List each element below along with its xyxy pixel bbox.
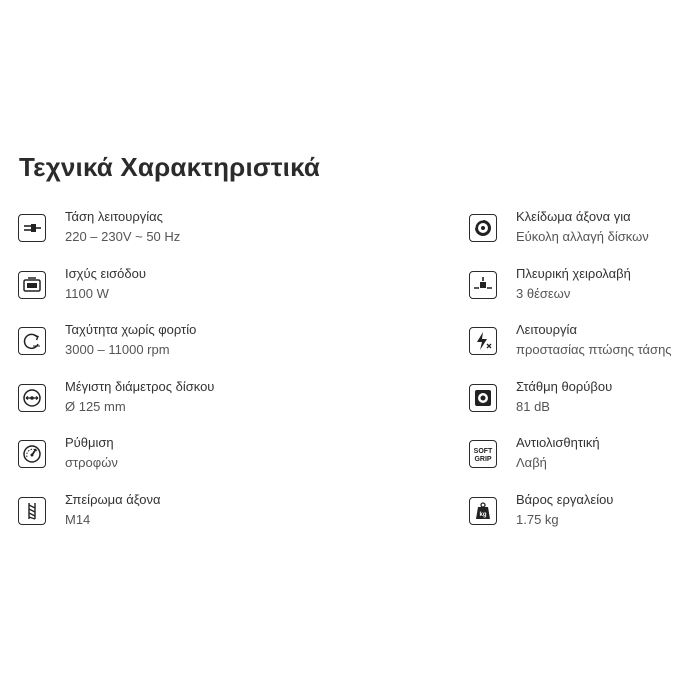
spec-item-spindle-thread xyxy=(18,491,418,548)
spec-item-noise-level xyxy=(469,378,700,435)
speed-dial-icon xyxy=(18,440,46,468)
spec-value: Λαβή xyxy=(516,455,547,470)
spec-label: Ταχύτητα χωρίς φορτίο xyxy=(65,322,197,337)
spec-value: M14 xyxy=(65,511,91,527)
spec-value: 1.75 kg xyxy=(516,511,559,527)
spec-value: 1100 W xyxy=(65,285,109,301)
spec-value: Ø 125 mm xyxy=(65,398,126,414)
noise-level-icon xyxy=(469,384,497,412)
spec-item-soft-grip xyxy=(469,434,700,491)
rpm-icon xyxy=(18,327,46,355)
spec-item-voltage-protection xyxy=(469,321,700,378)
soft-grip-badge-line-1: SOFT xyxy=(473,448,493,455)
spec-label: Σπείρωμα άξονα xyxy=(65,491,161,507)
motor-power-icon xyxy=(18,271,46,299)
spec-label: Ισχύς εισόδου xyxy=(65,265,146,281)
spec-value: στροφών xyxy=(65,455,118,470)
spec-item-speed-control xyxy=(18,434,418,491)
spec-label: Τάση λειτουργίας xyxy=(65,209,163,224)
spindle-thread-icon xyxy=(18,497,46,525)
spec-item-power xyxy=(18,265,418,322)
spec-label: Μέγιστη διάμετρος δίσκου xyxy=(65,378,215,394)
spec-value: Εύκολη αλλαγή δίσκων xyxy=(516,229,649,244)
spec-label: Κλείδωμα άξονα για xyxy=(516,209,631,224)
soft-grip-badge-line-2: GRIP xyxy=(474,456,492,463)
spec-item-spindle-lock xyxy=(469,208,700,265)
spec-item-disc-diameter xyxy=(18,378,418,435)
voltage-protection-icon xyxy=(469,327,497,355)
weight-icon xyxy=(469,497,497,525)
spec-value: 81 dB xyxy=(516,398,550,414)
spec-item-rpm xyxy=(18,321,418,378)
page-title: Τεχνικά Χαρακτηριστικά xyxy=(19,152,321,182)
spec-label: Στάθμη θορύβου xyxy=(516,378,613,394)
spec-value: 3 θέσεων xyxy=(516,285,571,301)
spec-value: 220 – 230V ~ 50 Hz xyxy=(65,229,181,244)
soft-grip-icon xyxy=(469,440,497,468)
specs-left-column xyxy=(18,208,418,547)
spec-item-weight xyxy=(469,491,700,548)
spec-value: 3000 – 11000 rpm xyxy=(65,342,170,357)
specs-right-column xyxy=(469,208,700,547)
disc-diameter-icon xyxy=(18,384,46,412)
side-handle-icon xyxy=(469,271,497,299)
spec-item-voltage xyxy=(18,208,418,265)
spec-value: προστασίας πτώσης τάσης xyxy=(516,342,672,357)
spec-label: Λειτουργία xyxy=(516,322,577,337)
spec-label: Αντιολισθητική xyxy=(516,435,600,450)
spindle-lock-icon xyxy=(469,214,497,242)
spec-label: Ρύθμιση xyxy=(65,435,114,450)
spec-label: Πλευρική χειρολαβή xyxy=(516,265,631,281)
power-plug-icon xyxy=(18,214,46,242)
weight-badge-text: kg xyxy=(479,511,487,518)
spec-label: Βάρος εργαλείου xyxy=(516,491,614,507)
spec-item-side-handle xyxy=(469,265,700,322)
